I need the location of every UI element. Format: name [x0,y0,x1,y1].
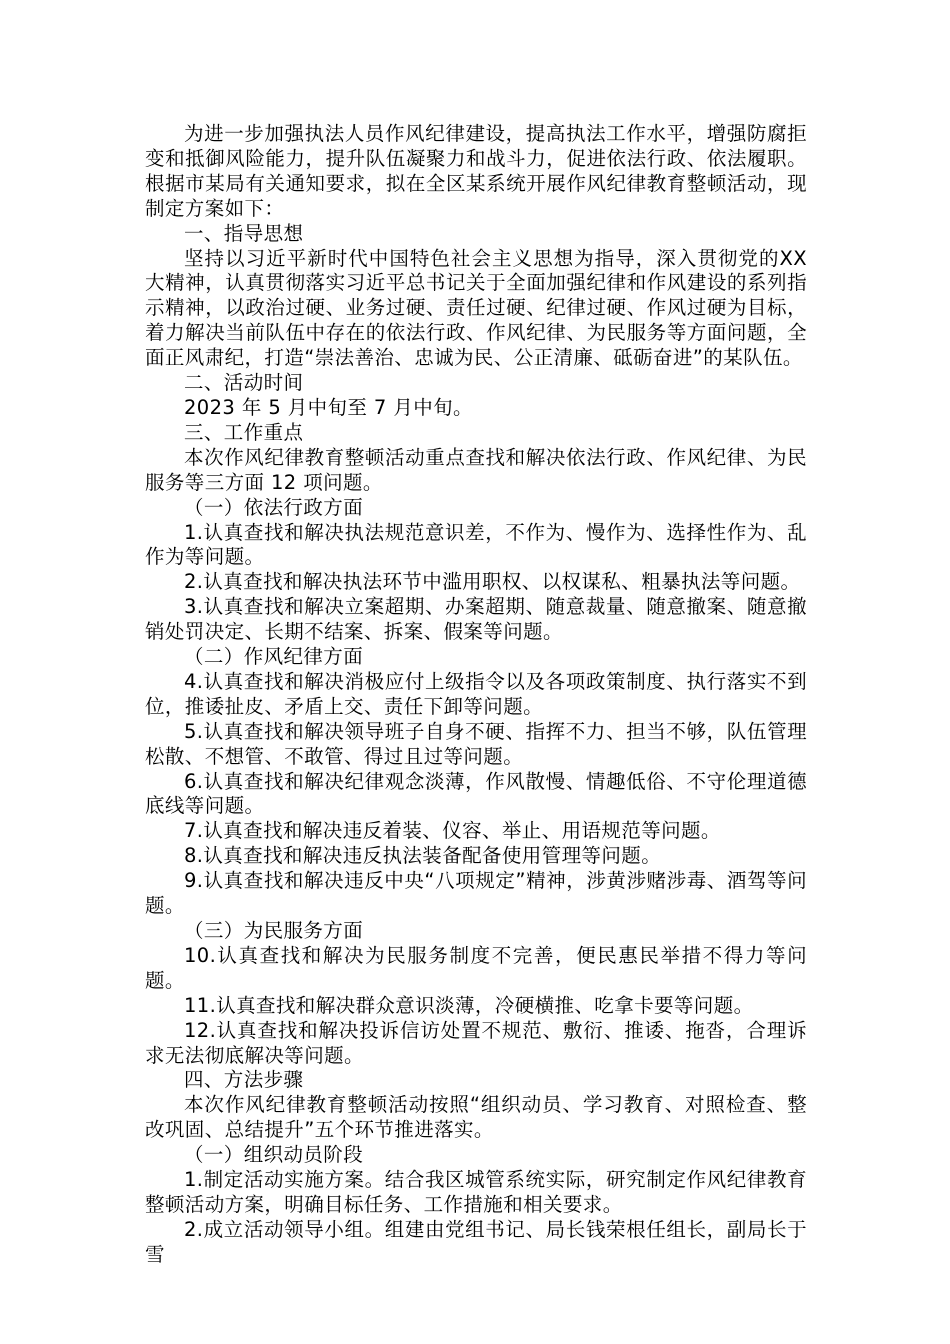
body-paragraph: 2.认真查找和解决执法环节中滥用职权、以权谋私、粗暴执法等问题。 [184,570,801,594]
section-heading: 四、方法步骤 [184,1068,304,1092]
section-heading: （一）依法行政方面 [184,495,364,519]
body-paragraph: 1.制定活动实施方案。结合我区城管系统实际，研究制定作风纪律教育整顿活动方案，明确目标任务、工作措施和相关要求。 [145,1168,807,1216]
body-paragraph: 本次作风纪律教育整顿活动重点查找和解决依法行政、作风纪律、为民服务等三方面 12 项问题。 [145,445,807,494]
body-paragraph: 6.认真查找和解决纪律观念淡薄，作风散慢、情趣低俗、不守伦理道德底线等问题。 [145,769,807,818]
body-paragraph: 3.认真查找和解决立案超期、办案超期、随意裁量、随意撤案、随意撤销处罚决定、长期不结案、拆案、假案等问题。 [145,595,807,644]
section-heading: 二、活动时间 [184,371,304,395]
body-paragraph: 7.认真查找和解决违反着装、仪容、举止、用语规范等问题。 [184,819,721,843]
body-paragraph: 4.认真查找和解决消极应付上级指令以及各项政策制度、执行落实不到位，推诿扯皮、矛盾上交、责任下卸等问题。 [145,669,807,718]
body-paragraph: 本次作风纪律教育整顿活动按照“组织动员、学习教育、对照检查、整改巩固、总结提升”五个环节推进落实。 [145,1093,807,1142]
body-paragraph: 11.认真查找和解决群众意识淡薄，冷硬横推、吃拿卡要等问题。 [184,993,754,1017]
body-paragraph: 12.认真查找和解决投诉信访处置不规范、敷衍、推诿、拖沓，合理诉求无法彻底解决等问题。 [145,1018,807,1067]
document-body [145,122,807,1268]
body-paragraph: 8.认真查找和解决违反执法装备配备使用管理等问题。 [184,844,662,868]
section-heading: 三、工作重点 [184,420,304,444]
body-paragraph: 坚持以习近平新时代中国特色社会主义思想为指导，深入贯彻党的XX大精神，认真贯彻落实习近平总书记关于全面加强纪律和作风建设的系列指示精神，以政治过硬、业务过硬、责任过硬、纪律过硬、作风过硬为目标，着力解决当前队伍中存在的依法行政、作风纪律、为民服务等方面问题，全面正风肃纪，打造“崇法善治、忠诚为民、公正清廉、砥砺奋进”的某队伍。 [145,246,807,370]
body-paragraph: 2.成立活动领导小组。组建由党组书记、局长钱荣根任组长，副局长于雪 [145,1217,807,1266]
body-paragraph: 2023 年 5 月中旬至 7 月中旬。 [184,395,473,419]
body-paragraph: 为进一步加强执法人员作风纪律建设，提高执法工作水平，增强防腐拒变和抵御风险能力，提升队伍凝聚力和战斗力，促进依法行政、依法履职。根据市某局有关通知要求，拟在全区某系统开展作风纪律教育整顿活动，现制定方案如下： [145,122,807,220]
body-paragraph: 9.认真查找和解决违反中央“八项规定”精神，涉黄涉赌涉毒、酒驾等问题。 [145,869,807,918]
body-paragraph: 1.认真查找和解决执法规范意识差，不作为、慢作为、选择性作为、乱作为等问题。 [145,520,807,569]
section-heading: 一、指导思想 [184,221,304,245]
body-paragraph: 5.认真查找和解决领导班子自身不硬、指挥不力、担当不够，队伍管理松散、不想管、不敢管、得过且过等问题。 [145,719,807,768]
section-heading: （三）为民服务方面 [184,919,364,942]
section-heading: （一）组织动员阶段 [184,1143,364,1167]
body-paragraph: 10.认真查找和解决为民服务制度不完善，便民惠民举措不得力等问题。 [145,943,807,992]
section-heading: （二）作风纪律方面 [184,645,364,669]
